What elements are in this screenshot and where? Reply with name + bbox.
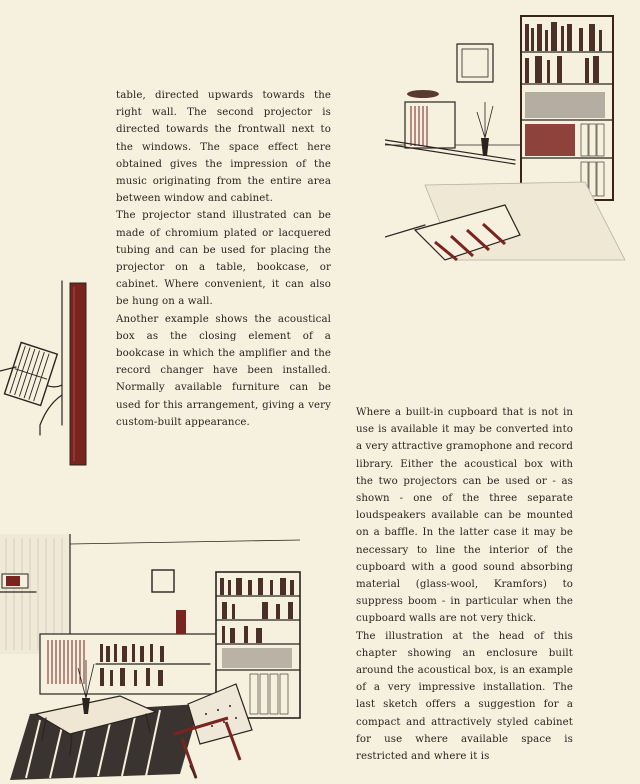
projector-grille xyxy=(4,342,57,405)
sideboard-cabinet xyxy=(385,90,515,164)
lounge-armchair xyxy=(174,684,252,778)
room-with-bookcase-illustration xyxy=(385,10,635,270)
right-paragraph-2: The illustration at the head of this chapter showing an enclosure built around the acoustical box, is an example of a very impressive installation. The last sketch offers a suggestion for a compact and attractively styled cabinet for use where available space is restricted and where it is xyxy=(356,630,573,763)
acoustic-column xyxy=(70,283,86,465)
right-text-column xyxy=(356,404,573,765)
left-paragraph-1: table, directed upwards towards the right wall. The second projector is directed towards the frontwall next to the windows. The space effect here obtained gives the impression of the music originating from the entire area between window and cabinet. xyxy=(116,90,331,205)
left-paragraph-3: Another example shows the acoustical box as the closing element of a bookcase in which the amplifier and the record changer have been installed. Normally available furniture can be used for this arrangement, giving a very custom-built appearance. xyxy=(116,313,331,428)
left-paragraph-2: The projector stand illustrated can be made of chromium plated or lacquered tubing and can be used for placing the projector on a table, bookcase, or cabinet. Where convenient, it can also be hung on a wall. xyxy=(116,210,331,308)
bookcase xyxy=(521,16,613,200)
living-room-illustration xyxy=(0,534,320,784)
right-paragraph-1: Where a built-in cupboard that is not in use is available it may be converted into a very attractive gramophone and record library. Either the acoustical box with the two projectors can be used or - as shown - one of the three separate loudspeakers available can be mounted on a baffle. In the latter case it may be necessary to line the interior of the cupboard with a good sound absorbing material (glass-wool, Kramfors) to suppress boom - in particular when the cupboard walls are not very thick. xyxy=(356,407,573,625)
projector-stand-illustration xyxy=(0,275,110,475)
wall-picture-small xyxy=(152,570,174,592)
left-text-column xyxy=(116,87,331,431)
vase-plant xyxy=(477,102,493,156)
